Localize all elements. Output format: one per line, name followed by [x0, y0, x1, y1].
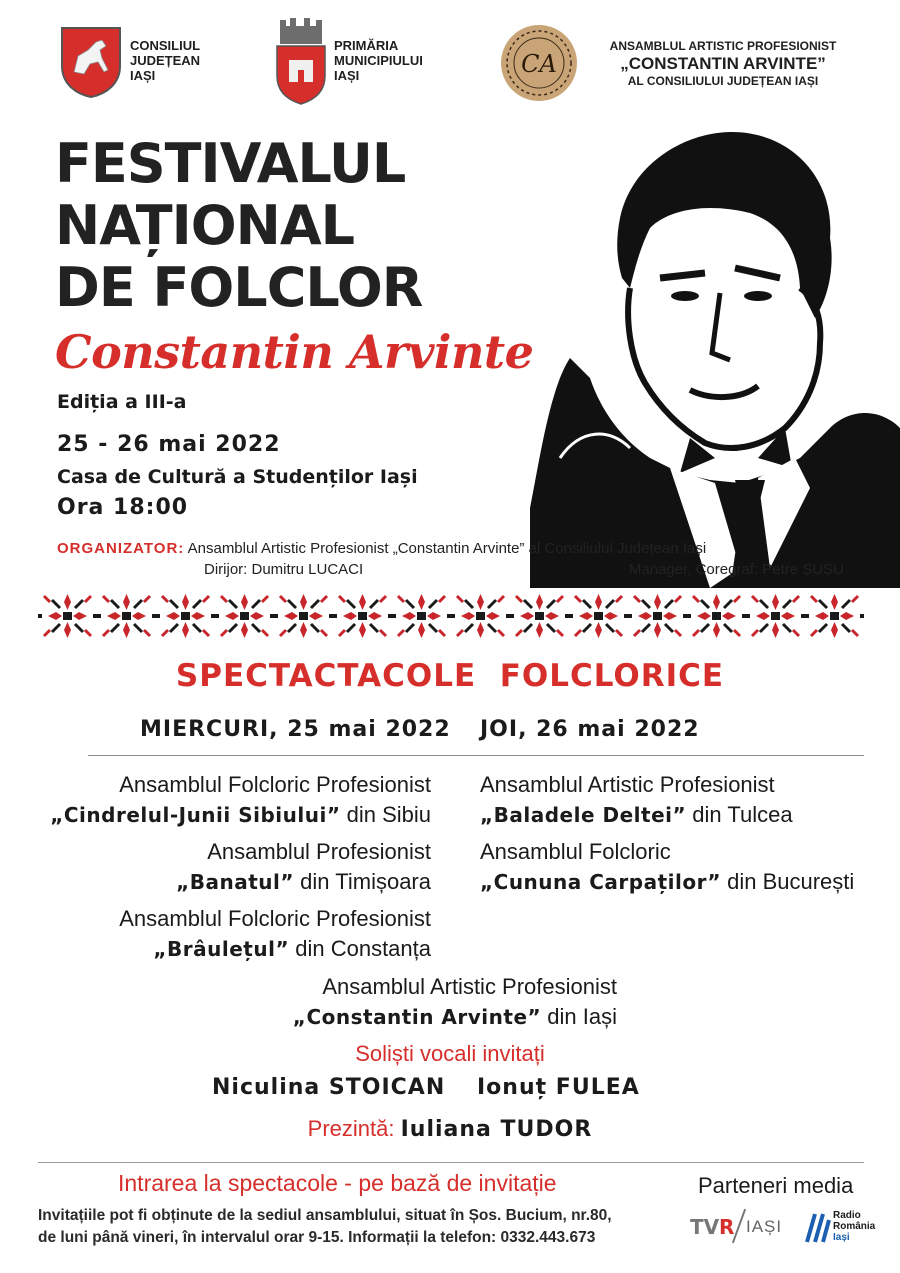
- ensemble-name: „Brâulețul”: [153, 937, 290, 961]
- presenter-name: Iuliana TUDOR: [400, 1117, 593, 1142]
- guest-soloist-1: Niculina STOICAN: [212, 1075, 446, 1100]
- ensemble-kind: Ansamblul Folcloric Profesionist: [119, 906, 431, 931]
- ensemble-city: din Iași: [547, 1004, 617, 1029]
- ensemble-kind: Ansamblul Artistic Profesionist: [480, 772, 775, 797]
- day1-ensemble-1: [50, 770, 431, 830]
- logo3-line2: „CONSTANTIN ARVINTE”: [620, 54, 826, 73]
- invitation-note-2: de luni până vineri, în intervalul orar 9-15. Informații la telefon: 0332.443.673: [38, 1229, 596, 1246]
- invitation-note-1: Invitațiile pot fi obținute de la sediul ansamblului, situat în Șos. Bucium, nr.80,: [38, 1207, 612, 1224]
- logo2-line3: IAȘI: [334, 68, 360, 83]
- ensemble-kind: Ansamblul Folcloric Profesionist: [119, 772, 431, 797]
- ensemble-kind: Ansamblul Profesionist: [207, 839, 431, 864]
- logo1-line2: JUDEȚEAN: [130, 53, 201, 68]
- title-script-name: Constantin Arvinte: [55, 325, 534, 379]
- organizer-row: [57, 539, 706, 558]
- day1-heading: MIERCURI, 25 mai 2022: [140, 717, 451, 742]
- portrait-illustration: [530, 128, 900, 588]
- day1-ensemble-2: [176, 837, 431, 897]
- ensemble-name: „Cununa Carpaților”: [480, 870, 721, 894]
- logo2-line2: MUNICIPIULUI: [334, 53, 423, 68]
- festival-time: Ora 18:00: [57, 495, 189, 520]
- festival-venue: Casa de Cultură a Studenților Iași: [57, 466, 418, 488]
- guest-soloists-label: Soliști vocali invitați: [355, 1041, 545, 1066]
- host-ensemble: [293, 972, 617, 1032]
- ensemble-kind: Ansamblul Folcloric: [480, 839, 671, 864]
- media-partners-label: Parteneri media: [698, 1173, 854, 1198]
- radio-waves-icon: [803, 1210, 831, 1244]
- presenter-label: Prezintă:: [307, 1116, 395, 1141]
- guest-soloist-2: Ionuț FULEA: [477, 1075, 640, 1100]
- ensemble-monogram-icon: [500, 24, 578, 102]
- logo3-line3: AL CONSILIULUI JUDEȚEAN IAȘI: [627, 74, 819, 88]
- edition-label: Ediția a III-a: [57, 391, 187, 413]
- ensemble-city: din București: [727, 869, 855, 894]
- radio-line-3: Iași: [833, 1232, 850, 1243]
- radio-romania-iasi-logo: [803, 1208, 893, 1246]
- title-line-2: NAȚIONAL: [55, 194, 355, 257]
- ensemble-name: „Banatul”: [176, 870, 295, 894]
- logo2-line1: PRIMĂRIA: [334, 38, 399, 53]
- monogram-text: CA: [521, 50, 557, 78]
- tvr-iasi-logo: [690, 1213, 800, 1243]
- festival-dates: 25 - 26 mai 2022: [57, 432, 281, 457]
- title-line-1: FESTIVALUL: [55, 132, 406, 195]
- ensemble-name: „Baladele Deltei”: [480, 803, 687, 827]
- manager: Manager, Coregraf: Petre ȘUȘU: [628, 561, 844, 578]
- ensemble-city: din Constanța: [295, 936, 431, 961]
- day2-ensemble-2: [480, 837, 854, 897]
- radio-line-1: Radio: [833, 1210, 861, 1221]
- title-line-3: DE FOLCLOR: [55, 256, 423, 319]
- ensemble-kind: Ansamblul Artistic Profesionist: [322, 974, 617, 999]
- footer-rule: [38, 1162, 864, 1163]
- tvr-text: TV: [690, 1215, 720, 1239]
- folk-embroidery-band: [38, 590, 864, 642]
- logo1-line1: CONSILIUL: [130, 38, 201, 53]
- ensemble-city: din Timișoara: [300, 869, 431, 894]
- ensemble-city: din Sibiu: [346, 802, 431, 827]
- ensemble-name: „Cindrelul-Junii Sibiului”: [50, 803, 341, 827]
- tvr-r-text: R: [719, 1215, 735, 1239]
- ensemble-city: din Tulcea: [692, 802, 793, 827]
- day1-ensemble-3: [119, 904, 431, 964]
- tvr-iasi-text: IAȘI: [746, 1217, 783, 1236]
- city-coat-of-arms-icon: [274, 16, 328, 106]
- organizer-label: ORGANIZATOR:: [57, 540, 185, 557]
- entry-notice: Intrarea la spectacole - pe bază de invitație: [118, 1170, 557, 1196]
- ensemble-name: „Constantin Arvinte”: [292, 1005, 542, 1029]
- logo1-line3: IAȘI: [130, 68, 156, 83]
- day-heading-rule: [88, 755, 864, 756]
- day2-ensemble-1: [480, 770, 793, 830]
- section-title: SPECTACTACOLE FOLCLORICE: [175, 658, 725, 694]
- radio-line-2: România: [833, 1221, 876, 1232]
- organizer-name: Ansamblul Artistic Profesionist „Constantin Arvinte” al Consiliului Județean Iași: [187, 540, 707, 557]
- conductor: Dirijor: Dumitru LUCACI: [204, 561, 364, 578]
- day2-heading: JOI, 26 mai 2022: [480, 717, 700, 742]
- presenter-row: [0, 1116, 900, 1142]
- logo3-line1: ANSAMBLUL ARTISTIC PROFESIONIST: [609, 39, 837, 53]
- county-coat-of-arms-icon: [60, 26, 122, 98]
